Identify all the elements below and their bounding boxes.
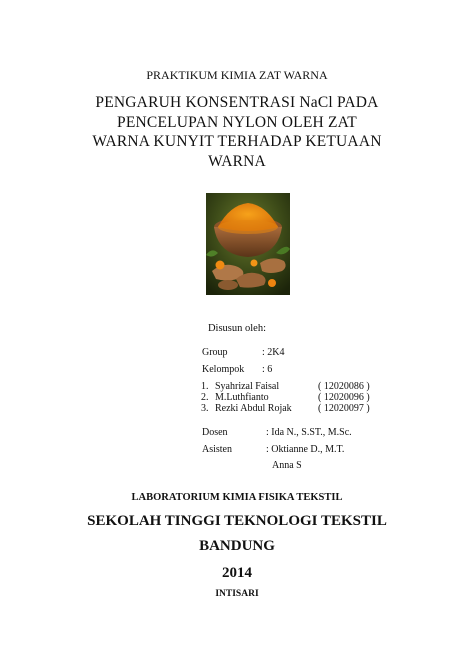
title-line: WARNA [208, 152, 266, 170]
member-number: 1. [201, 381, 209, 392]
title-line: PENGARUH KONSENTRASI NaCl PADA [95, 94, 379, 111]
group-value: : 2K4 [262, 347, 285, 358]
group-label: Group [202, 347, 228, 358]
dosen-label: Dosen [202, 427, 228, 438]
city-name: BANDUNG [199, 538, 275, 554]
course-title: PRAKTIKUM KIMIA ZAT WARNA [146, 68, 328, 82]
member-name: Rezki Abdul Rojak [215, 403, 292, 414]
year: 2014 [222, 565, 252, 581]
compiled-by-label: Disusun oleh: [207, 323, 267, 334]
asisten-label: Asisten [202, 444, 232, 455]
asisten-value: : Oktianne D., M.T. [266, 444, 345, 455]
title-line: PENCELUPAN NYLON OLEH ZAT [117, 113, 357, 131]
turmeric-photo [206, 193, 290, 295]
member-number: 3. [201, 403, 209, 414]
member-name: Syahrizal Faisal [215, 381, 280, 392]
dosen-value: : Ida N., S.ST., M.Sc. [266, 427, 352, 438]
member-nrp: ( 12020097 ) [318, 403, 370, 414]
member-nrp: ( 12020096 ) [318, 392, 370, 403]
section-heading: INTISARI [215, 589, 259, 599]
member-name: M.Luthfianto [215, 392, 269, 403]
title-line: WARNA KUNYIT TERHADAP KETUAAN [92, 133, 382, 150]
report-title [0, 93, 474, 171]
asisten-value-2: Anna S [272, 460, 302, 471]
kelompok-value: : 6 [262, 364, 273, 375]
laboratory-name: LABORATORIUM KIMIA FISIKA TEKSTIL [131, 492, 343, 503]
member-number: 2. [201, 392, 209, 403]
institution-name: SEKOLAH TINGGI TEKNOLOGI TEKSTIL [87, 513, 387, 529]
member-nrp: ( 12020086 ) [318, 381, 370, 392]
kelompok-label: Kelompok [202, 364, 245, 375]
